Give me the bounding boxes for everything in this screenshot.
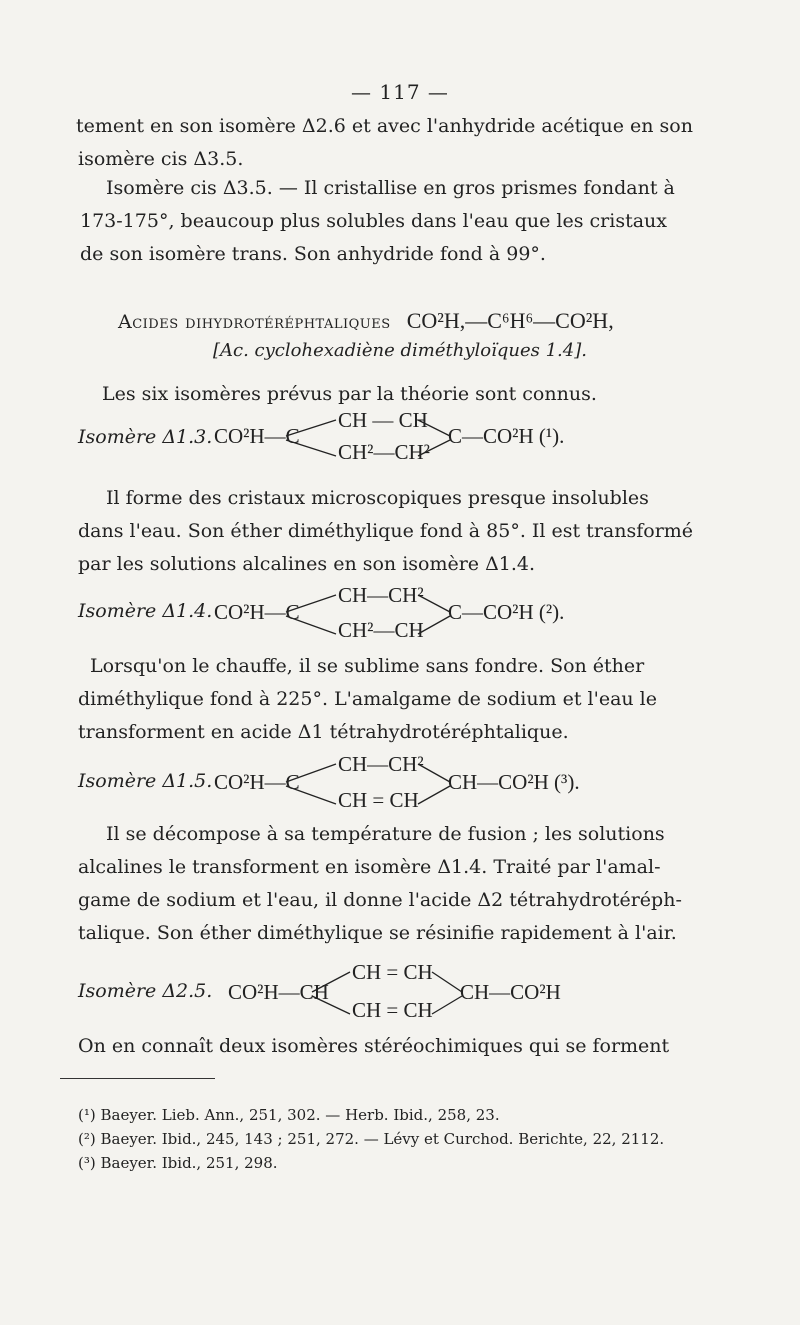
- paragraph-4-line-2: dans l'eau. Son éther diméthylique fond à 85°. Il est transformé: [78, 520, 694, 542]
- isomer-4-label: Isomère Δ2.5.: [78, 980, 213, 1002]
- isomer-3-bottom-chain: CH = CH: [338, 788, 419, 812]
- isomer-2-left-group: CO²H—C: [214, 600, 300, 624]
- paragraph-7-line-1: On en connaît deux isomères stéréochimiques qui se forment: [78, 1035, 670, 1057]
- paragraph-6: [78, 818, 718, 950]
- isomer-3-label: Isomère Δ1.5.: [78, 770, 213, 792]
- isomer-1-label: Isomère Δ1.3.: [78, 426, 213, 448]
- section-formula: CO²H,—C⁶H⁶—CO²H,: [406, 308, 614, 333]
- isomer-4-bottom-chain: CH = CH: [352, 998, 433, 1022]
- isomer-4-right-group: CH—CO²H: [460, 980, 561, 1004]
- isomer-4-top-chain: CH = CH: [352, 960, 433, 984]
- paragraph-1: [78, 110, 718, 176]
- isomer-2-top-chain: CH—CH²: [338, 583, 424, 607]
- isomer-4-left-group: CO²H—CH: [228, 980, 329, 1004]
- isomer-2-label: Isomère Δ1.4.: [78, 600, 213, 622]
- footnote-rule: [60, 1078, 215, 1079]
- paragraph-1-line-2: isomère cis Δ3.5.: [78, 148, 244, 170]
- paragraph-5: [78, 650, 718, 749]
- paragraph-7: [78, 1030, 718, 1063]
- isomer-1-right-group: C—CO²H (¹).: [448, 424, 565, 448]
- paragraph-2-line-3: de son isomère trans. Son anhydride fond à 99°.: [80, 243, 546, 265]
- isomer-4-bond-lower-right: [432, 996, 462, 1014]
- page-number: — 117 —: [351, 80, 449, 104]
- isomer-4-bond-upper-right: [432, 972, 462, 992]
- paragraph-2-line-2: 173-175°, beaucoup plus solubles dans l'eau que les cristaux: [80, 210, 667, 232]
- paragraph-2: [80, 172, 720, 271]
- section-heading: [118, 308, 614, 334]
- section-title: Acides dihydrotéréphtaliques: [118, 311, 391, 333]
- paragraph-3-line-1: Les six isomères prévus par la théorie sont connus.: [102, 383, 597, 405]
- paragraph-4-line-1: Il forme des cristaux microscopiques presque insolubles: [106, 487, 649, 509]
- paragraph-4: [78, 482, 718, 581]
- paragraph-6-line-2: alcalines le transforment en isomère Δ1.4. Traité par l'amal-: [78, 856, 661, 878]
- isomer-3-top-chain: CH—CH²: [338, 752, 424, 776]
- isomer-2-right-group: C—CO²H (²).: [448, 600, 565, 624]
- paragraph-5-line-2: diméthylique fond à 225°. L'amalgame de sodium et l'eau le: [78, 688, 657, 710]
- isomer-3-bond-lower-right: [418, 786, 450, 804]
- paragraph-5-line-3: transforment en acide Δ1 tétrahydrotéréphtalique.: [78, 721, 569, 743]
- isomer-3-right-group: CH—CO²H (³).: [448, 770, 580, 794]
- isomer-2-bottom-chain: CH²—CH: [338, 618, 424, 642]
- footnote-1: (¹) Baeyer. Lieb. Ann., 251, 302. — Herb. Ibid., 258, 23.: [78, 1106, 500, 1124]
- isomer-1-bottom-chain: CH²—CH²: [338, 440, 430, 464]
- footnote-2: (²) Baeyer. Ibid., 245, 143 ; 251, 272. — Lévy et Curchod. Berichte, 22, 2112.: [78, 1130, 665, 1148]
- paragraph-6-line-1: Il se décompose à sa température de fusion ; les solutions: [106, 823, 665, 845]
- paragraph-4-line-3: par les solutions alcalines en son isomère Δ1.4.: [78, 553, 536, 575]
- paragraph-3: [78, 378, 718, 411]
- footnote-3: (³) Baeyer. Ibid., 251, 298.: [78, 1154, 278, 1172]
- isomer-3-left-group: CO²H—C: [214, 770, 300, 794]
- section-subtitle: [Ac. cyclohexadiène diméthyloïques 1.4].: [213, 340, 587, 361]
- paragraph-1-line-1: tement en son isomère Δ2.6 et avec l'anhydride acétique en son: [76, 115, 693, 137]
- isomer-1-left-group: CO²H—C: [214, 424, 300, 448]
- paragraph-2-line-1: Isomère cis Δ3.5. — Il cristallise en gros prismes fondant à: [106, 177, 675, 199]
- paragraph-6-line-3: game de sodium et l'eau, il donne l'acide Δ2 tétrahydrotéréph-: [78, 889, 682, 911]
- isomer-1-top-chain: CH — CH: [338, 408, 428, 432]
- paragraph-5-line-1: Lorsqu'on le chauffe, il se sublime sans fondre. Son éther: [90, 655, 645, 677]
- paragraph-6-line-4: talique. Son éther diméthylique se résinifie rapidement à l'air.: [78, 922, 677, 944]
